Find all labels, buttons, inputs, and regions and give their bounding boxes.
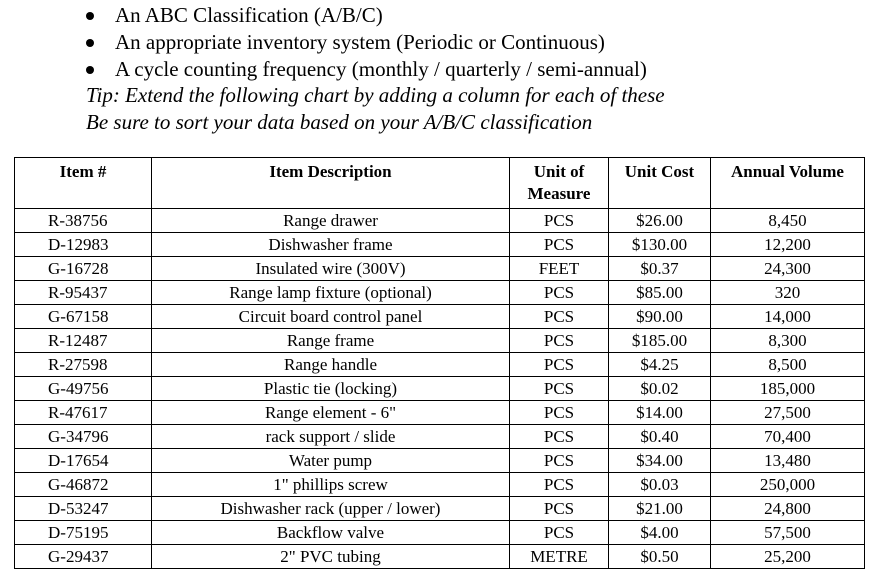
cell-item-number: R-12487	[15, 329, 152, 353]
cell-unit-of-measure: METRE	[510, 545, 609, 569]
cell-item-description: Range drawer	[152, 209, 510, 233]
cell-annual-volume: 185,000	[711, 377, 865, 401]
bullet-text: A cycle counting frequency (monthly / quarterly / semi-annual)	[115, 57, 647, 81]
cell-annual-volume: 8,300	[711, 329, 865, 353]
cell-annual-volume: 12,200	[711, 233, 865, 257]
cell-unit-cost: $4.25	[609, 353, 711, 377]
cell-annual-volume: 14,000	[711, 305, 865, 329]
tip-line: Be sure to sort your data based on your A/B/C classification	[86, 110, 593, 134]
cell-item-number: G-34796	[15, 425, 152, 449]
cell-unit-cost: $26.00	[609, 209, 711, 233]
cell-unit-cost: $85.00	[609, 281, 711, 305]
cell-item-number: G-29437	[15, 545, 152, 569]
table-row	[15, 473, 865, 497]
table-header-row	[15, 158, 865, 209]
cell-item-description: Backflow valve	[152, 521, 510, 545]
table-row	[15, 329, 865, 353]
cell-item-number: D-12983	[15, 233, 152, 257]
cell-item-description: Range element - 6"	[152, 401, 510, 425]
bullet-icon	[86, 39, 94, 47]
cell-unit-cost: $0.50	[609, 545, 711, 569]
table-row	[15, 545, 865, 569]
cell-item-description: 1" phillips screw	[152, 473, 510, 497]
cell-item-description: rack support / slide	[152, 425, 510, 449]
cell-unit-of-measure: PCS	[510, 209, 609, 233]
table-row	[15, 257, 865, 281]
header-item-number: Item #	[15, 158, 152, 209]
cell-item-number: D-53247	[15, 497, 152, 521]
table-row	[15, 497, 865, 521]
cell-item-description: Water pump	[152, 449, 510, 473]
bullet-icon	[86, 12, 94, 20]
cell-unit-cost: $4.00	[609, 521, 711, 545]
cell-annual-volume: 25,200	[711, 545, 865, 569]
cell-item-number: G-46872	[15, 473, 152, 497]
cell-item-description: Dishwasher rack (upper / lower)	[152, 497, 510, 521]
cell-unit-cost: $0.37	[609, 257, 711, 281]
table-row	[15, 353, 865, 377]
bullet-text: An ABC Classification (A/B/C)	[115, 3, 383, 27]
cell-annual-volume: 24,300	[711, 257, 865, 281]
table-row	[15, 401, 865, 425]
header-unit-of-measure: Unit of Measure	[510, 158, 609, 209]
bullet-text: An appropriate inventory system (Periodic or Continuous)	[115, 30, 605, 54]
cell-item-number: G-49756	[15, 377, 152, 401]
inventory-table	[14, 157, 865, 569]
cell-unit-of-measure: PCS	[510, 233, 609, 257]
cell-annual-volume: 27,500	[711, 401, 865, 425]
cell-annual-volume: 13,480	[711, 449, 865, 473]
tip-line: Tip: Extend the following chart by adding a column for each of these	[86, 83, 665, 107]
cell-unit-of-measure: PCS	[510, 305, 609, 329]
cell-unit-cost: $21.00	[609, 497, 711, 521]
header-unit-cost: Unit Cost	[609, 158, 711, 209]
table-row	[15, 425, 865, 449]
cell-item-number: R-95437	[15, 281, 152, 305]
cell-annual-volume: 57,500	[711, 521, 865, 545]
cell-unit-of-measure: PCS	[510, 497, 609, 521]
cell-unit-of-measure: PCS	[510, 281, 609, 305]
cell-unit-of-measure: PCS	[510, 425, 609, 449]
cell-item-number: R-27598	[15, 353, 152, 377]
cell-item-number: G-16728	[15, 257, 152, 281]
cell-item-description: Plastic tie (locking)	[152, 377, 510, 401]
cell-unit-of-measure: PCS	[510, 377, 609, 401]
cell-unit-of-measure: FEET	[510, 257, 609, 281]
cell-item-description: 2" PVC tubing	[152, 545, 510, 569]
table-row	[15, 281, 865, 305]
cell-annual-volume: 8,500	[711, 353, 865, 377]
cell-unit-cost: $0.40	[609, 425, 711, 449]
cell-item-number: R-47617	[15, 401, 152, 425]
cell-item-number: D-17654	[15, 449, 152, 473]
cell-unit-cost: $130.00	[609, 233, 711, 257]
bullet-icon	[86, 66, 94, 74]
table-row	[15, 449, 865, 473]
cell-item-number: G-67158	[15, 305, 152, 329]
cell-item-description: Insulated wire (300V)	[152, 257, 510, 281]
cell-unit-of-measure: PCS	[510, 473, 609, 497]
table-row	[15, 521, 865, 545]
cell-unit-of-measure: PCS	[510, 353, 609, 377]
cell-item-description: Circuit board control panel	[152, 305, 510, 329]
cell-annual-volume: 70,400	[711, 425, 865, 449]
cell-unit-cost: $0.03	[609, 473, 711, 497]
cell-annual-volume: 8,450	[711, 209, 865, 233]
cell-item-description: Range handle	[152, 353, 510, 377]
cell-item-description: Range frame	[152, 329, 510, 353]
cell-unit-cost: $34.00	[609, 449, 711, 473]
header-annual-volume: Annual Volume	[711, 158, 865, 209]
header-item-description: Item Description	[152, 158, 510, 209]
cell-unit-cost: $90.00	[609, 305, 711, 329]
table-row	[15, 377, 865, 401]
cell-unit-cost: $185.00	[609, 329, 711, 353]
cell-unit-cost: $14.00	[609, 401, 711, 425]
table-row	[15, 233, 865, 257]
cell-item-number: R-38756	[15, 209, 152, 233]
table-row	[15, 209, 865, 233]
cell-unit-of-measure: PCS	[510, 329, 609, 353]
cell-annual-volume: 250,000	[711, 473, 865, 497]
table-row	[15, 305, 865, 329]
cell-annual-volume: 320	[711, 281, 865, 305]
cell-unit-of-measure: PCS	[510, 401, 609, 425]
cell-unit-of-measure: PCS	[510, 521, 609, 545]
cell-annual-volume: 24,800	[711, 497, 865, 521]
cell-item-number: D-75195	[15, 521, 152, 545]
cell-unit-of-measure: PCS	[510, 449, 609, 473]
cell-unit-cost: $0.02	[609, 377, 711, 401]
cell-item-description: Dishwasher frame	[152, 233, 510, 257]
cell-item-description: Range lamp fixture (optional)	[152, 281, 510, 305]
